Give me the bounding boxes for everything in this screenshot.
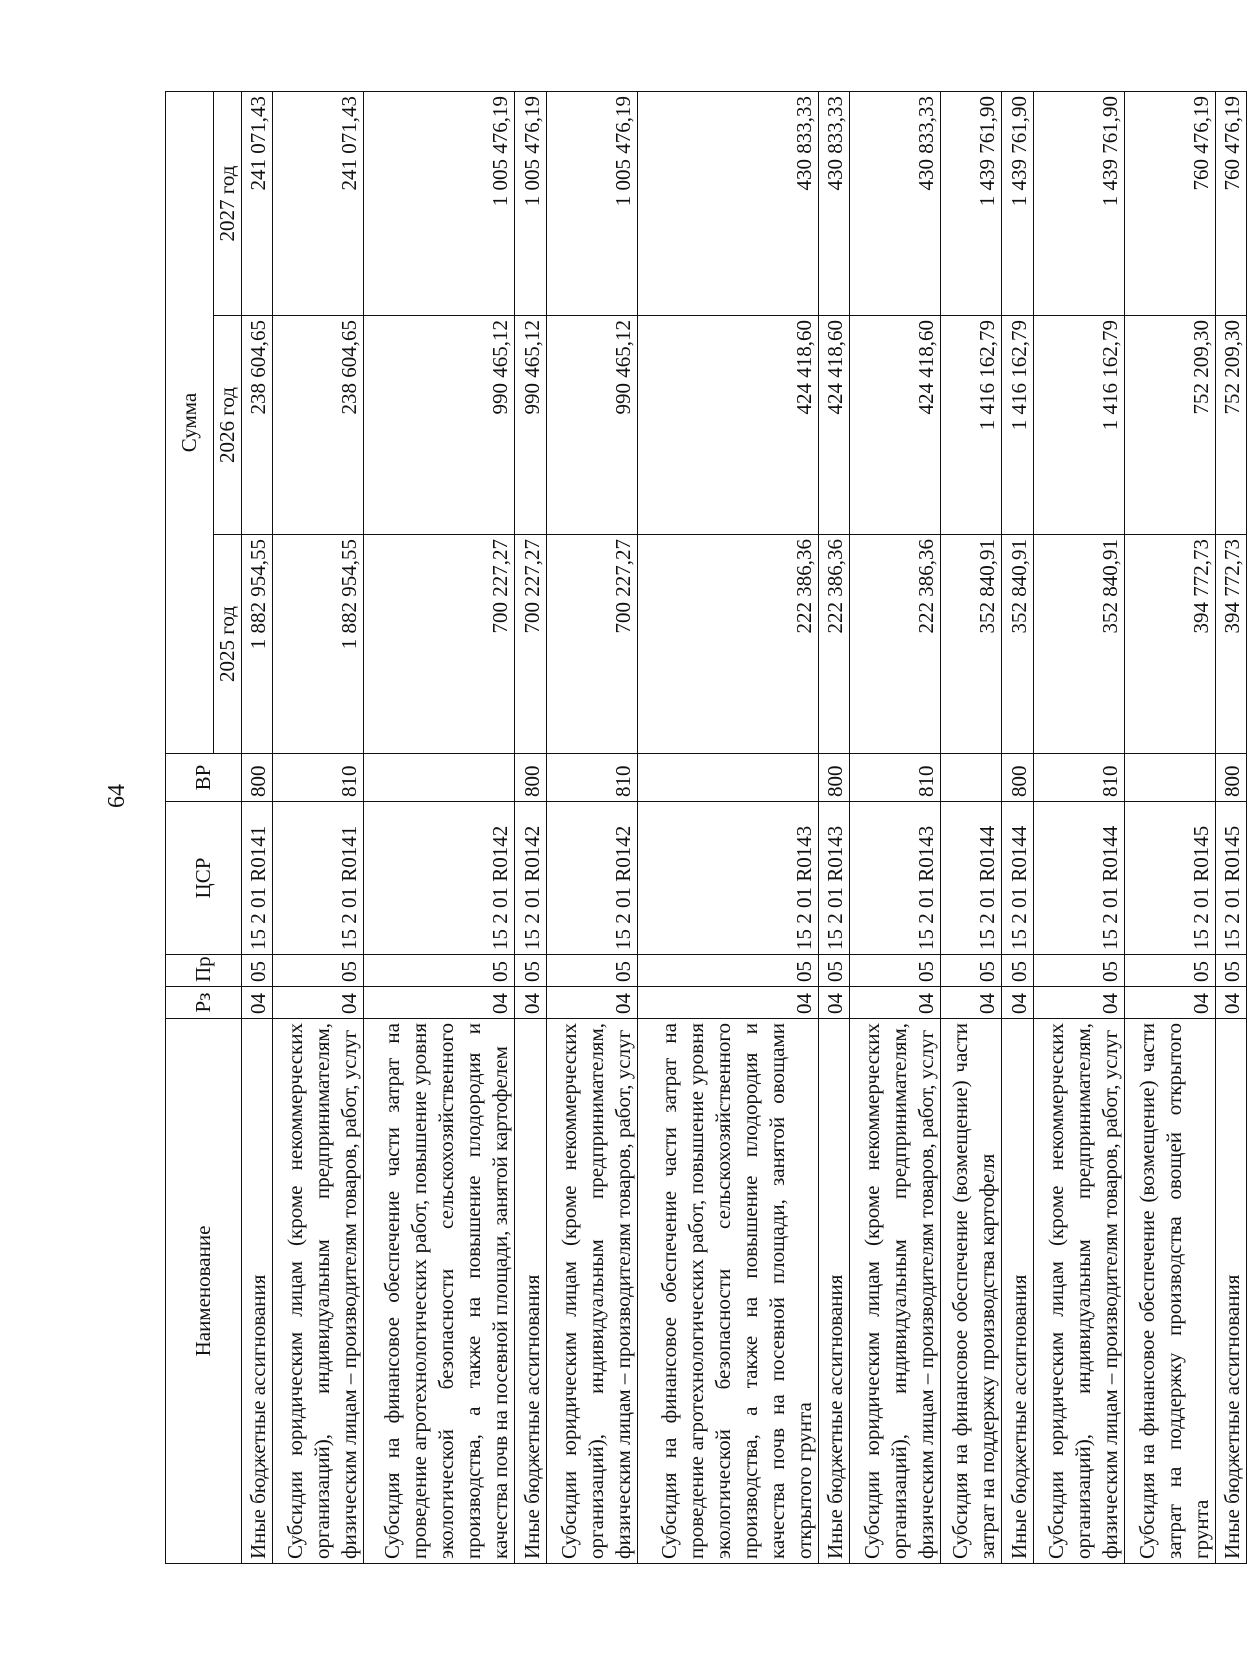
row-rz: 04 xyxy=(637,987,818,1019)
row-pr: 05 xyxy=(1002,955,1033,987)
row-csr: 15 2 01 R0143 xyxy=(637,802,818,955)
row-name: Иные бюджетные ассигнования xyxy=(1002,1019,1033,1564)
row-vr: 800 xyxy=(242,754,273,802)
row-rz: 04 xyxy=(941,987,1002,1019)
row-pr: 05 xyxy=(941,955,1002,987)
row-rz: 04 xyxy=(1033,987,1124,1019)
row-sum-2025: 700 227,27 xyxy=(364,535,515,754)
row-sum-2025: 352 840,91 xyxy=(1002,535,1033,754)
row-name: Субсидия на финансовое обеспечение части затрат на проведение агротехнологических работ, повышение уровня экологической безопасности сельскохозяйственного производства, а также на повышение плодородия и качества почв на посевной площади, занятой картофелем xyxy=(364,1019,515,1564)
row-pr: 05 xyxy=(1033,955,1124,987)
row-vr xyxy=(941,754,1002,802)
row-pr: 05 xyxy=(1124,955,1215,987)
row-sum-2027: 1 439 761,90 xyxy=(1002,91,1033,315)
row-sum-2027: 241 071,43 xyxy=(242,91,273,315)
row-vr: 810 xyxy=(1033,754,1124,802)
row-rz: 04 xyxy=(515,987,546,1019)
row-csr: 15 2 01 R0142 xyxy=(546,802,637,955)
row-pr: 05 xyxy=(637,955,818,987)
row-sum-2026: 990 465,12 xyxy=(515,316,546,535)
row-name: Субсидии юридическим лицам (кроме некоммерческих организаций), индивидуальным предпринимателям, физическим лицам – производителям товаров, работ, услуг xyxy=(546,1019,637,1564)
table-row xyxy=(546,91,637,1563)
row-csr: 15 2 01 R0144 xyxy=(1002,802,1033,955)
row-sum-2027: 760 476,19 xyxy=(1124,91,1215,315)
row-sum-2026: 1 416 162,79 xyxy=(1033,316,1124,535)
row-pr: 05 xyxy=(546,955,637,987)
row-sum-2025: 700 227,27 xyxy=(515,535,546,754)
rotated-table-container xyxy=(165,92,1247,1564)
row-vr: 810 xyxy=(273,754,364,802)
header-name: Наименование xyxy=(166,1019,242,1564)
row-pr: 05 xyxy=(850,955,941,987)
row-name: Субсидии юридическим лицам (кроме некоммерческих организаций), индивидуальным предпринимателям, физическим лицам – производителям товаров, работ, услуг xyxy=(1033,1019,1124,1564)
row-vr xyxy=(1124,754,1215,802)
row-sum-2025: 352 840,91 xyxy=(941,535,1002,754)
row-vr: 800 xyxy=(818,754,849,802)
row-pr: 05 xyxy=(364,955,515,987)
row-pr: 05 xyxy=(273,955,364,987)
header-csr: ЦСР xyxy=(166,802,242,955)
row-csr: 15 2 01 R0144 xyxy=(941,802,1002,955)
row-pr: 05 xyxy=(1215,955,1246,987)
row-vr: 800 xyxy=(1215,754,1246,802)
table-header xyxy=(166,91,242,1563)
row-rz: 04 xyxy=(546,987,637,1019)
row-rz: 04 xyxy=(818,987,849,1019)
row-csr: 15 2 01 R0142 xyxy=(515,802,546,955)
row-name: Субсидия на финансовое обеспечение части затрат на проведение агротехнологических работ, повышение уровня экологической безопасности сельскохозяйственного производства, а также на повышение плодородия и качества почв на посевной площади, занятой овощами открытого грунта xyxy=(637,1019,818,1564)
row-name: Иные бюджетные ассигнования xyxy=(1215,1019,1246,1564)
row-csr: 15 2 01 R0141 xyxy=(273,802,364,955)
row-vr: 800 xyxy=(515,754,546,802)
row-name: Иные бюджетные ассигнования xyxy=(515,1019,546,1564)
header-year-2025: 2025 год xyxy=(214,535,242,754)
row-sum-2026: 990 465,12 xyxy=(364,316,515,535)
row-vr xyxy=(637,754,818,802)
row-sum-2025: 1 882 954,55 xyxy=(242,535,273,754)
header-rz: Рз xyxy=(166,987,242,1019)
header-year-2026: 2026 год xyxy=(214,316,242,535)
row-sum-2027: 1 005 476,19 xyxy=(546,91,637,315)
row-sum-2025: 222 386,36 xyxy=(850,535,941,754)
row-csr: 15 2 01 R0144 xyxy=(1033,802,1124,955)
table-row xyxy=(1124,91,1215,1563)
header-pr: Пр xyxy=(166,955,242,987)
row-sum-2025: 352 840,91 xyxy=(1033,535,1124,754)
row-vr: 810 xyxy=(850,754,941,802)
row-sum-2027: 1 439 761,90 xyxy=(1033,91,1124,315)
row-pr: 05 xyxy=(515,955,546,987)
row-sum-2025: 394 772,73 xyxy=(1215,535,1246,754)
row-rz: 04 xyxy=(1124,987,1215,1019)
row-sum-2026: 990 465,12 xyxy=(546,316,637,535)
row-pr: 05 xyxy=(242,955,273,987)
row-pr: 05 xyxy=(818,955,849,987)
row-sum-2026: 238 604,65 xyxy=(273,316,364,535)
row-sum-2026: 424 418,60 xyxy=(818,316,849,535)
row-name: Субсидия на финансовое обеспечение (возмещение) части затрат на поддержку производства овощей открытого грунта xyxy=(1124,1019,1215,1564)
row-sum-2025: 394 772,73 xyxy=(1124,535,1215,754)
table-row xyxy=(364,91,515,1563)
header-sum: Сумма xyxy=(166,91,214,753)
table-row xyxy=(1002,91,1033,1563)
row-name: Иные бюджетные ассигнования xyxy=(818,1019,849,1564)
row-sum-2025: 1 882 954,55 xyxy=(273,535,364,754)
row-csr: 15 2 01 R0142 xyxy=(364,802,515,955)
row-sum-2026: 424 418,60 xyxy=(850,316,941,535)
table-row xyxy=(273,91,364,1563)
row-sum-2027: 1 005 476,19 xyxy=(364,91,515,315)
row-sum-2026: 238 604,65 xyxy=(242,316,273,535)
row-sum-2026: 1 416 162,79 xyxy=(1002,316,1033,535)
row-rz: 04 xyxy=(1002,987,1033,1019)
row-sum-2026: 1 416 162,79 xyxy=(941,316,1002,535)
row-rz: 04 xyxy=(850,987,941,1019)
row-sum-2027: 430 833,33 xyxy=(850,91,941,315)
table-row xyxy=(242,91,273,1563)
row-name: Иные бюджетные ассигнования xyxy=(242,1019,273,1564)
table-body xyxy=(242,91,1247,1563)
row-name: Субсидия на финансовое обеспечение (возмещение) части затрат на поддержку производства картофеля xyxy=(941,1019,1002,1564)
row-csr: 15 2 01 R0143 xyxy=(850,802,941,955)
row-csr: 15 2 01 R0145 xyxy=(1215,802,1246,955)
row-vr xyxy=(364,754,515,802)
budget-table xyxy=(165,91,1247,1564)
table-row xyxy=(1215,91,1246,1563)
row-sum-2025: 222 386,36 xyxy=(818,535,849,754)
table-row xyxy=(637,91,818,1563)
row-csr: 15 2 01 R0145 xyxy=(1124,802,1215,955)
header-vr: ВР xyxy=(166,754,242,802)
row-rz: 04 xyxy=(364,987,515,1019)
row-rz: 04 xyxy=(1215,987,1246,1019)
row-sum-2026: 752 209,30 xyxy=(1215,316,1246,535)
row-vr: 810 xyxy=(546,754,637,802)
row-sum-2027: 1 439 761,90 xyxy=(941,91,1002,315)
row-sum-2027: 430 833,33 xyxy=(818,91,849,315)
row-rz: 04 xyxy=(273,987,364,1019)
row-sum-2026: 424 418,60 xyxy=(637,316,818,535)
row-sum-2025: 222 386,36 xyxy=(637,535,818,754)
row-name: Субсидии юридическим лицам (кроме некоммерческих организаций), индивидуальным предпринимателям, физическим лицам – производителям товаров, работ, услуг xyxy=(273,1019,364,1564)
row-csr: 15 2 01 R0141 xyxy=(242,802,273,955)
row-name: Субсидии юридическим лицам (кроме некоммерческих организаций), индивидуальным предпринимателям, физическим лицам – производителям товаров, работ, услуг xyxy=(850,1019,941,1564)
table-row xyxy=(515,91,546,1563)
row-sum-2025: 700 227,27 xyxy=(546,535,637,754)
table-row xyxy=(941,91,1002,1563)
row-sum-2027: 1 005 476,19 xyxy=(515,91,546,315)
row-sum-2027: 241 071,43 xyxy=(273,91,364,315)
table-row xyxy=(818,91,849,1563)
row-sum-2027: 760 476,19 xyxy=(1215,91,1246,315)
table-row xyxy=(1033,91,1124,1563)
table-row xyxy=(850,91,941,1563)
row-sum-2027: 430 833,33 xyxy=(637,91,818,315)
row-vr: 800 xyxy=(1002,754,1033,802)
row-csr: 15 2 01 R0143 xyxy=(818,802,849,955)
row-sum-2026: 752 209,30 xyxy=(1124,316,1215,535)
header-year-2027: 2027 год xyxy=(214,91,242,315)
row-rz: 04 xyxy=(242,987,273,1019)
page-number: 64 xyxy=(104,784,130,808)
